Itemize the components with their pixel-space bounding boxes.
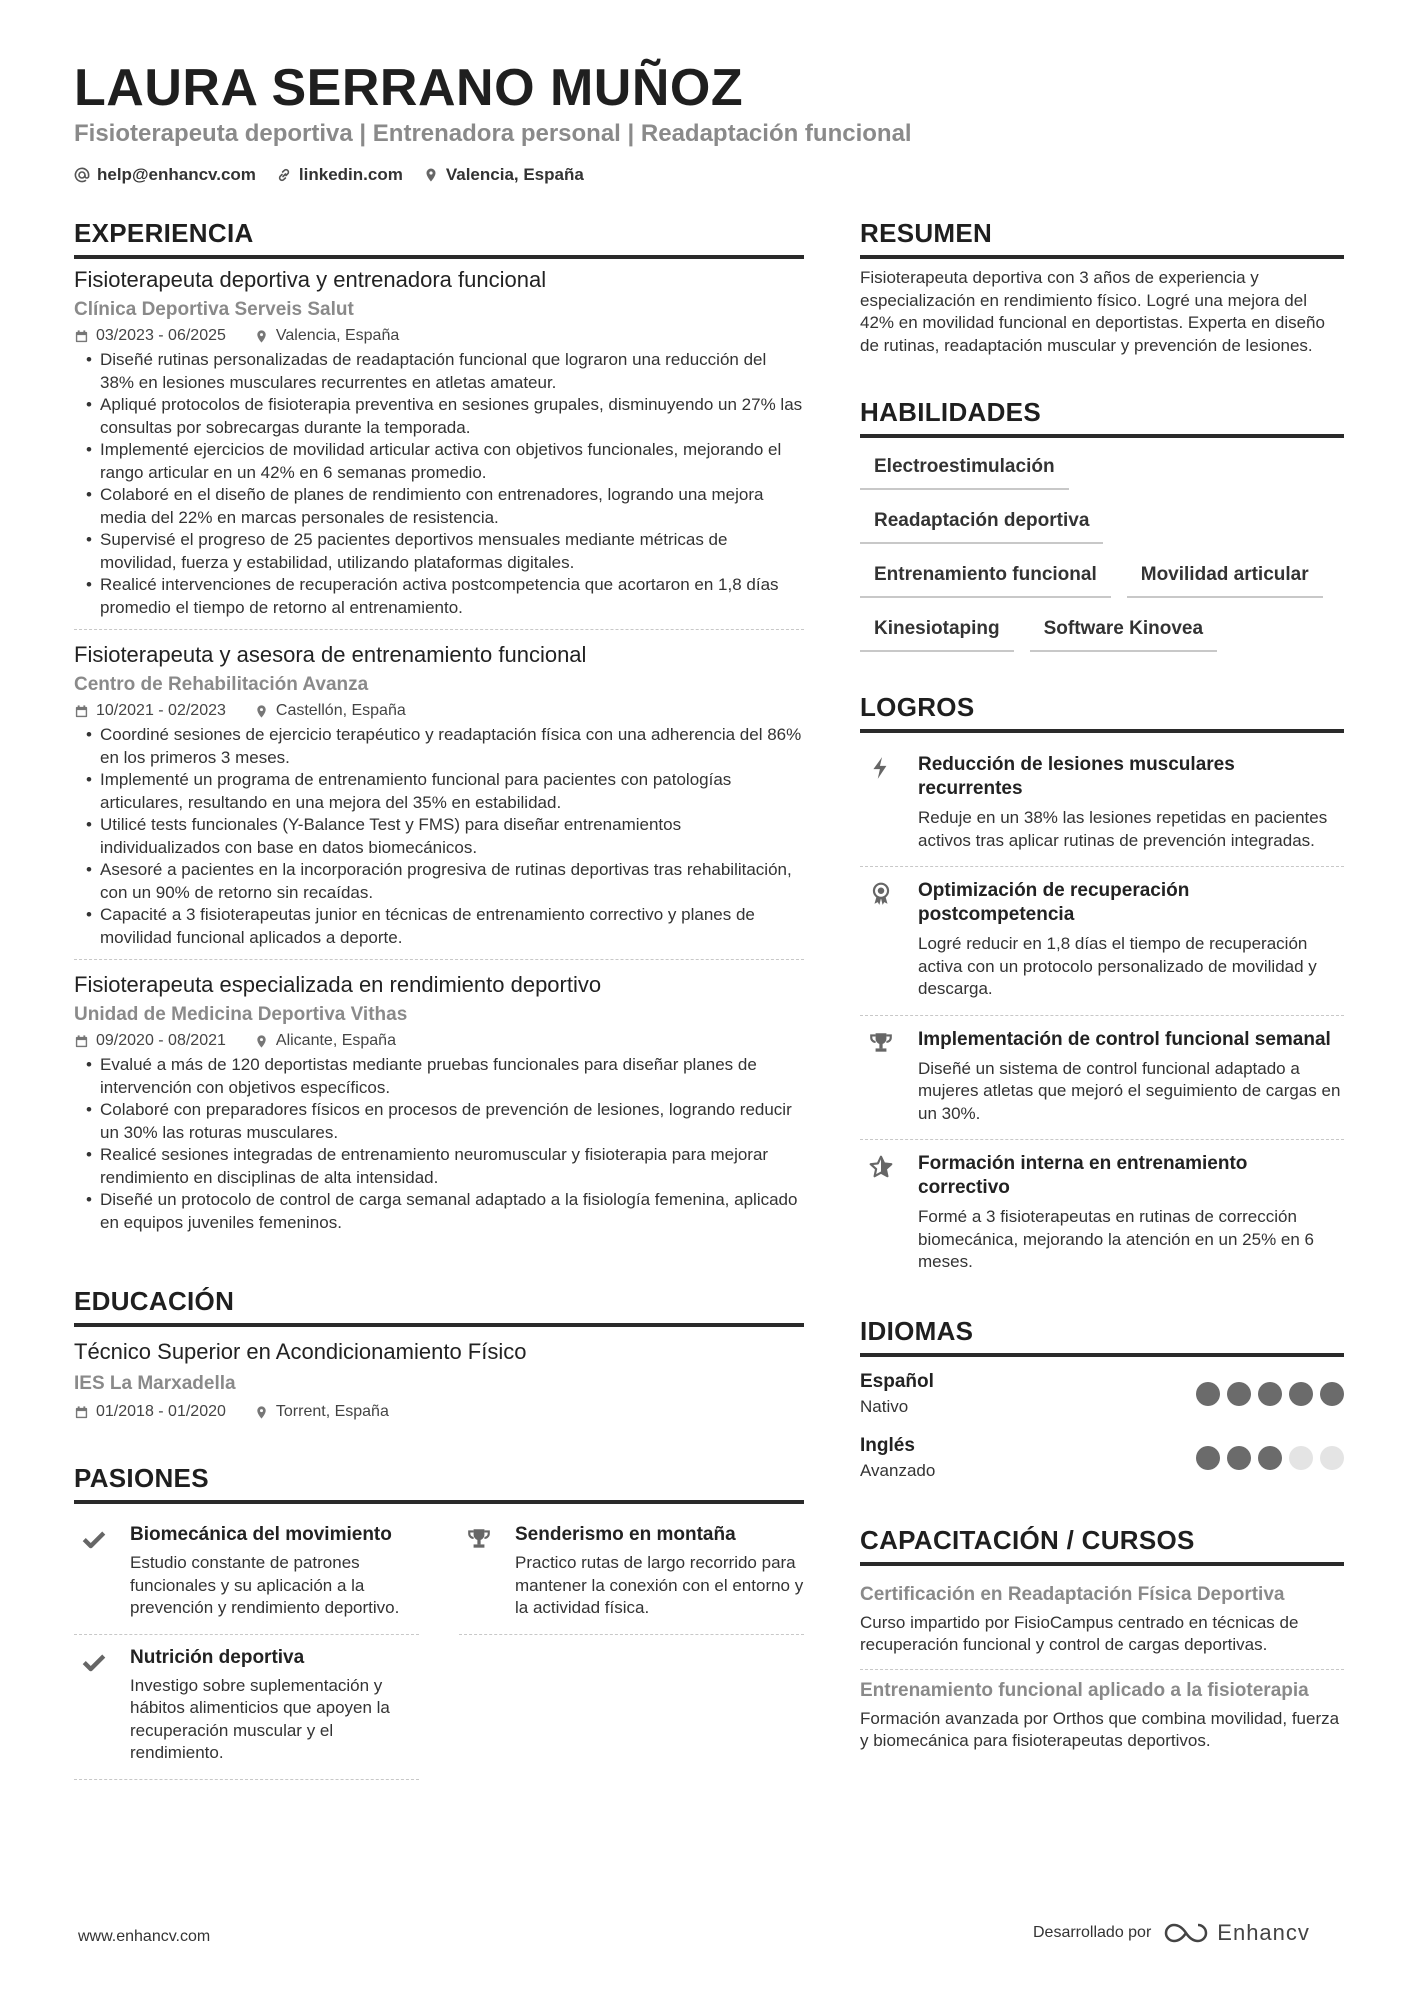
section-title-courses: CAPACITACIÓN / CURSOS — [860, 1525, 1344, 1566]
bullet: • Asesoré a pacientes en la incorporación progresiva de rutinas deportivas tras rehabilitación, con un 90% de retorno sin recaídas. — [74, 859, 804, 904]
bullet: • Implementé un programa de entrenamiento funcional para pacientes con patologías articulares, resultando en una mejora del 35% en estabilidad. — [74, 769, 804, 814]
bullet: • Utilicé tests funcionales (Y-Balance Test y FMS) para diseñar entrenamientos individualizados con base en datos biomecánicos. — [74, 814, 804, 859]
link-icon — [276, 167, 292, 183]
company-name: Clínica Deportiva Serveis Salut — [74, 299, 354, 320]
degree-title: Técnico Superior en Acondicionamiento Físico — [74, 1339, 527, 1364]
job-title: Fisioterapeuta deportiva y entrenadora funcional — [74, 267, 547, 292]
skill-tag: Entrenamiento funcional — [860, 558, 1111, 598]
job-bullets — [74, 1054, 804, 1234]
brand-logo[interactable] — [1163, 1920, 1310, 1946]
job-location: Valencia, España — [275, 327, 400, 344]
passion-item-empty — [459, 1635, 804, 1780]
section-title-skills: HABILIDADES — [860, 397, 1344, 438]
passions-grid — [74, 1512, 804, 1780]
bullet: • Colaboré en el diseño de planes de rendimiento con entrenadores, logrando una mejora media del 22% en marcas personales de resistencia. — [74, 484, 804, 529]
course-title: Certificación en Readaptación Física Deportiva — [860, 1583, 1285, 1605]
email-text: help@enhancv.com — [97, 165, 256, 184]
company-name: Unidad de Medicina Deportiva Vithas — [74, 1004, 408, 1025]
language-item — [860, 1435, 1344, 1481]
skill-tag: Movilidad articular — [1127, 558, 1323, 598]
achievement-desc: Diseñé un sistema de control funcional adaptado a mujeres atletas que mejoró el seguimiento de cargas en un 30%. — [918, 1058, 1341, 1123]
bullet: • Diseñé un protocolo de control de carga semanal adaptado a la fisiología femenina, aplicado en equipos juveniles femeninos. — [74, 1189, 804, 1234]
skill-tag: Kinesiotaping — [860, 612, 1014, 652]
bullet: • Evalué a más de 120 deportistas mediante pruebas funcionales para diseñar planes de intervención con objetivos específicos. — [74, 1054, 804, 1099]
left-column — [74, 218, 804, 1780]
achievement-title: Optimización de recuperación postcompetencia — [918, 880, 1190, 925]
education-meta — [74, 1403, 804, 1421]
job-location: Alicante, España — [275, 1032, 396, 1049]
footer-brand — [1033, 1920, 1310, 1946]
job-bullets — [74, 349, 804, 619]
passion-title: Senderismo en montaña — [515, 1524, 736, 1545]
rating-dot-filled — [1258, 1446, 1282, 1470]
languages-list — [860, 1371, 1344, 1481]
job-meta — [74, 327, 804, 345]
job-location: Castellón, España — [275, 702, 406, 719]
bullet: • Diseñé rutinas personalizadas de readaptación funcional que lograron una reducción del 38% en lesiones musculares recurrentes en atletas amateur. — [74, 349, 804, 394]
course-title: Entrenamiento funcional aplicado a la fisioterapia — [860, 1679, 1309, 1701]
achievement-item — [860, 1140, 1344, 1288]
calendar-icon — [74, 704, 89, 719]
experience-entry — [74, 972, 804, 1244]
achievement-desc: Formé a 3 fisioterapeutas en rutinas de corrección biomecánica, mejorando la atención en un 25% en 6 meses. — [918, 1207, 1314, 1271]
section-title-summary: RESUMEN — [860, 218, 1344, 259]
achievement-item — [860, 867, 1344, 1016]
check-icon — [81, 1649, 107, 1675]
language-level: Nativo — [860, 1396, 909, 1416]
passion-title: Nutrición deportiva — [130, 1646, 305, 1668]
calendar-icon — [74, 329, 89, 344]
job-dates: 03/2023 - 06/2025 — [96, 327, 226, 344]
achievement-item — [860, 1016, 1344, 1141]
section-title-passions: PASIONES — [74, 1463, 804, 1504]
language-level: Avanzado — [860, 1460, 936, 1480]
course-item — [860, 1670, 1344, 1765]
passion-title: Biomecánica del movimiento — [130, 1524, 392, 1545]
language-rating — [1196, 1382, 1344, 1406]
rating-dot-filled — [1227, 1446, 1251, 1470]
star-icon — [868, 1154, 894, 1180]
experience-entry — [74, 642, 804, 960]
section-title-experience: EXPERIENCIA — [74, 218, 804, 259]
language-item — [860, 1371, 1344, 1417]
courses-list — [860, 1574, 1344, 1765]
passion-item — [74, 1635, 419, 1780]
language-name: Inglés — [860, 1434, 915, 1456]
rating-dot-filled — [1196, 1446, 1220, 1470]
section-title-achievements: LOGROS — [860, 692, 1344, 733]
bullet: • Implementé ejercicios de movilidad articular activa con objetivos funcionales, mejorando el rango articular en un 42% en 6 semanas promedio. — [74, 439, 804, 484]
passion-desc: Estudio constante de patrones funcionales y su aplicación a la prevención y rendimiento deportivo. — [130, 1553, 400, 1617]
section-title-languages: IDIOMAS — [860, 1316, 1344, 1357]
education-location: Torrent, España — [275, 1403, 389, 1420]
course-desc: Formación avanzada por Orthos que combina movilidad, fuerza y biomecánica para fisioterapeutas deportivos. — [860, 1708, 1340, 1750]
job-dates: 09/2020 - 08/2021 — [96, 1032, 226, 1049]
bullet: • Realicé intervenciones de recuperación activa postcompetencia que acortaron en 1,8 días promedio el tiempo de retorno al entrenamiento. — [74, 574, 804, 619]
achievement-desc: Logré reducir en 1,8 días el tiempo de recuperación activa con un protocolo personalizado de movilidad y descarga. — [918, 934, 1317, 998]
course-item — [860, 1574, 1344, 1670]
bullet: • Coordiné sesiones de ejercicio terapéutico y readaptación física con una adherencia del 86% en los primeros 3 meses. — [74, 724, 804, 769]
job-meta — [74, 702, 804, 720]
skill-tag: Electroestimulación — [860, 450, 1069, 490]
candidate-name: LAURA SERRANO MUÑOZ — [74, 59, 744, 117]
passion-desc: Investigo sobre suplementación y hábitos alimenticios que apoyen la recuperación muscular y el rendimiento. — [130, 1675, 390, 1762]
rating-dot-filled — [1258, 1382, 1282, 1406]
rating-dot-empty — [1320, 1446, 1344, 1470]
achievement-item — [860, 741, 1344, 867]
skill-tag: Readaptación deportiva — [860, 504, 1103, 544]
bullet: • Apliqué protocolos de fisioterapia preventiva en sesiones grupales, disminuyendo un 27% las consultas por sobrecargas durante la temporada. — [74, 394, 804, 439]
experience-entry — [74, 267, 804, 630]
job-title: Fisioterapeuta especializada en rendimiento deportivo — [74, 972, 602, 997]
course-desc: Curso impartido por FisioCampus centrado en técnicas de recuperación funcional y control de cargas deportivas. — [860, 1612, 1299, 1654]
calendar-icon — [74, 1034, 89, 1049]
right-column — [860, 218, 1344, 1765]
job-bullets — [74, 724, 804, 949]
experience-list — [74, 267, 804, 1244]
achievement-title: Reducción de lesiones musculares recurrentes — [918, 754, 1235, 799]
rating-dot-empty — [1289, 1446, 1313, 1470]
location-pin-icon — [254, 329, 269, 344]
school-name: IES La Marxadella — [74, 1373, 236, 1394]
at-icon — [74, 167, 90, 183]
skills-list — [860, 450, 1344, 652]
job-dates: 10/2021 - 02/2023 — [96, 702, 226, 719]
passion-desc: Practico rutas de largo recorrido para mantener la conexión con el entorno y la actividad física. — [515, 1553, 804, 1617]
bullet: • Colaboré con preparadores físicos en procesos de prevención de lesiones, logrando reducir un 30% las roturas musculares. — [74, 1099, 804, 1144]
language-name: Español — [860, 1370, 934, 1392]
section-title-education: EDUCACIÓN — [74, 1286, 804, 1327]
linkedin-text: linkedin.com — [298, 165, 403, 184]
contact-bar — [74, 165, 584, 185]
summary-text: Fisioterapeuta deportiva con 3 años de experiencia y especialización en rendimiento físico. Logré una mejora del 42% en movilidad funcional en deportistas. Experta en diseño de rutinas, readaptación muscular y prevención de lesiones. — [860, 268, 1325, 355]
location-pin-icon — [423, 167, 439, 183]
calendar-icon — [74, 1405, 89, 1420]
contact-location — [423, 165, 584, 185]
rating-dot-filled — [1196, 1382, 1220, 1406]
achievements-list — [860, 741, 1344, 1288]
bolt-icon — [868, 755, 894, 781]
location-pin-icon — [254, 1034, 269, 1049]
location-text: Valencia, España — [445, 165, 584, 184]
location-pin-icon — [254, 1405, 269, 1420]
rating-dot-filled — [1320, 1382, 1344, 1406]
trophy-icon — [868, 1030, 894, 1056]
achievement-title: Formación interna en entrenamiento correctivo — [918, 1153, 1248, 1198]
education-entry — [74, 1339, 804, 1421]
contact-email[interactable] — [74, 165, 256, 185]
job-title: Fisioterapeuta y asesora de entrenamiento funcional — [74, 642, 587, 667]
bullet: • Realicé sesiones integradas de entrenamiento neuromuscular y fisioterapia para mejorar rendimiento en disciplinas de alta intensidad. — [74, 1144, 804, 1189]
skill-tag: Software Kinovea — [1030, 612, 1217, 652]
language-rating — [1196, 1446, 1344, 1470]
rating-dot-filled — [1289, 1382, 1313, 1406]
footer-website[interactable]: www.enhancv.com — [78, 1928, 211, 1945]
location-pin-icon — [254, 704, 269, 719]
bullet: • Supervisé el progreso de 25 pacientes deportivos mensuales mediante métricas de movilidad, fuerza y estabilidad, utilizando plataformas digitales. — [74, 529, 804, 574]
achievement-title: Implementación de control funcional semanal — [918, 1028, 1331, 1050]
brand-name: Enhancv — [1217, 1920, 1310, 1945]
achievement-desc: Reduje en un 38% las lesiones repetidas en pacientes activos tras aplicar rutinas de prevención integradas. — [918, 808, 1328, 850]
powered-by-text: Desarrollado por — [1033, 1924, 1152, 1941]
passion-item — [74, 1512, 419, 1635]
company-name: Centro de Rehabilitación Avanza — [74, 674, 369, 695]
rating-dot-filled — [1227, 1382, 1251, 1406]
trophy-icon — [466, 1526, 492, 1552]
passion-item — [459, 1512, 804, 1635]
headline: Fisioterapeuta deportiva | Entrenadora personal | Readaptación funcional — [74, 120, 912, 147]
job-meta — [74, 1032, 804, 1050]
contact-linkedin[interactable] — [276, 165, 403, 185]
bullet: • Capacité a 3 fisioterapeutas junior en técnicas de entrenamiento correctivo y planes de movilidad funcional aplicados a deporte. — [74, 904, 804, 949]
education-dates: 01/2018 - 01/2020 — [96, 1403, 226, 1420]
medal-icon — [868, 881, 894, 907]
check-icon — [81, 1526, 107, 1552]
infinity-logo-icon — [1163, 1922, 1209, 1944]
